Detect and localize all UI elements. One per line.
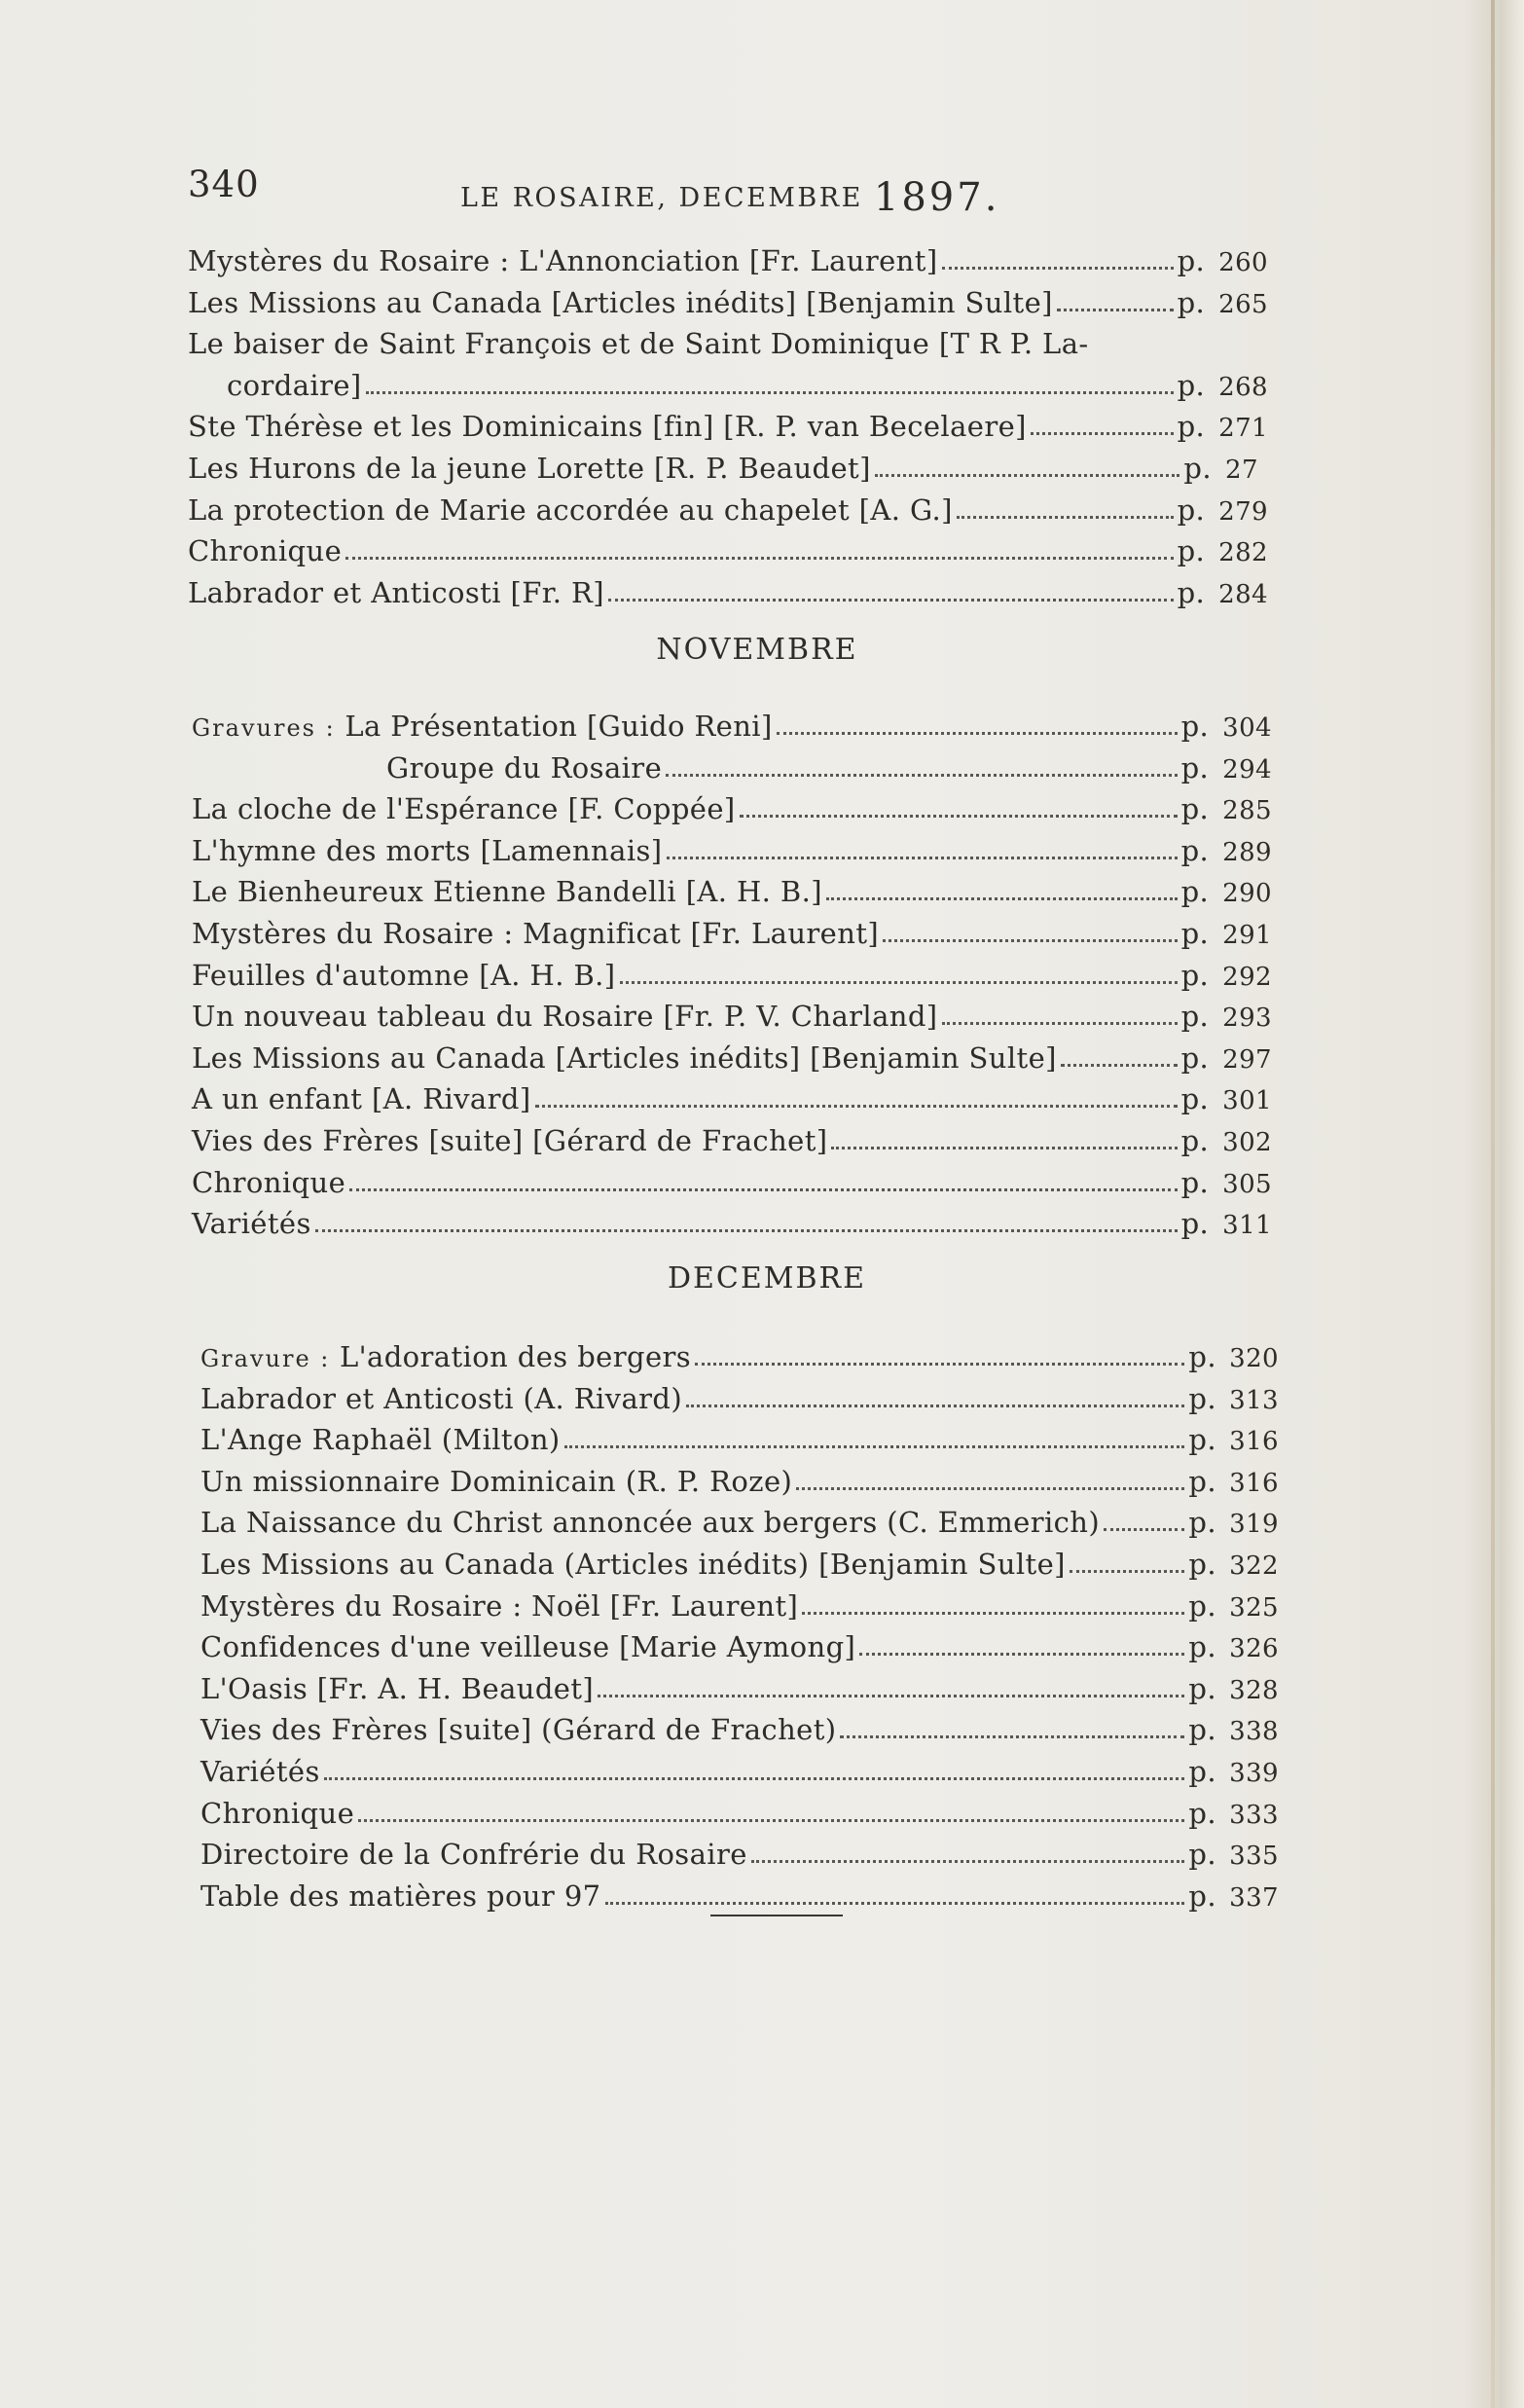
page-prefix: p. bbox=[1180, 1082, 1210, 1116]
toc-entry-title: L'Ange Raphaël (Milton) bbox=[200, 1423, 561, 1457]
toc-entry-title: Un nouveau tableau du Rosaire [Fr. P. V. Charland] bbox=[192, 1000, 938, 1034]
running-title-text: LE ROSAIRE, DECEMBRE bbox=[460, 183, 863, 213]
toc-entry bbox=[200, 1461, 1279, 1503]
page-prefix: p. bbox=[1180, 792, 1210, 826]
dot-leader bbox=[620, 980, 1178, 984]
closing-rule bbox=[710, 1915, 843, 1916]
toc-entry-title: Chronique bbox=[188, 534, 343, 568]
dot-leader bbox=[695, 1362, 1184, 1366]
toc-page-number: 271 bbox=[1218, 414, 1268, 444]
page-prefix: p. bbox=[1188, 1796, 1216, 1830]
dot-leader bbox=[840, 1734, 1184, 1738]
toc-page-number: 285 bbox=[1222, 796, 1272, 826]
page-prefix: p. bbox=[1180, 750, 1210, 784]
toc-entry-title: La cloche de l'Espérance [F. Coppée] bbox=[192, 792, 736, 826]
toc-entry bbox=[188, 572, 1268, 614]
page-prefix: p. bbox=[1180, 916, 1210, 950]
page-prefix: p. bbox=[1180, 1207, 1210, 1241]
toc-entry-title: Les Missions au Canada [Articles inédits] [Benjamin Sulte] bbox=[188, 285, 1053, 319]
toc-page-number: 333 bbox=[1229, 1800, 1279, 1830]
toc-page-number: 304 bbox=[1222, 713, 1272, 743]
dot-leader bbox=[740, 814, 1178, 818]
toc-entry bbox=[200, 1834, 1279, 1876]
toc-entry bbox=[192, 788, 1272, 830]
dot-leader bbox=[1031, 431, 1174, 435]
dot-leader bbox=[751, 1859, 1185, 1863]
toc-entry-title: Variétés bbox=[200, 1754, 320, 1788]
toc-entry-title: Variétés bbox=[192, 1207, 311, 1241]
dot-leader bbox=[666, 773, 1177, 777]
toc-page-number: 322 bbox=[1229, 1551, 1279, 1581]
page-prefix: p. bbox=[1177, 368, 1206, 402]
december-toc-section bbox=[200, 1336, 1279, 1916]
toc-entry bbox=[192, 1203, 1272, 1245]
toc-entry bbox=[192, 830, 1272, 872]
toc-entry-title: Un missionnaire Dominicain (R. P. Roze) bbox=[200, 1464, 793, 1498]
toc-entry-title: Le Bienheureux Etienne Bandelli [A. H. B.] bbox=[192, 875, 822, 909]
toc-page-number: 293 bbox=[1222, 1003, 1272, 1034]
toc-entry bbox=[188, 323, 1268, 365]
toc-page-number: 338 bbox=[1229, 1717, 1279, 1747]
page-prefix: p. bbox=[1188, 1838, 1216, 1872]
october-toc-section bbox=[188, 240, 1268, 613]
page-prefix: p. bbox=[1188, 1713, 1216, 1747]
page-prefix: p. bbox=[1180, 710, 1210, 743]
page-prefix: p. bbox=[1180, 833, 1210, 867]
toc-page-number: 289 bbox=[1222, 837, 1272, 867]
toc-entry bbox=[192, 1162, 1272, 1204]
page-prefix: p. bbox=[1177, 534, 1206, 568]
toc-entry-title: Mystères du Rosaire : Magnificat [Fr. Laurent] bbox=[192, 916, 880, 950]
page-prefix: p. bbox=[1188, 1381, 1216, 1415]
toc-entry-title: Les Missions au Canada (Articles inédits) [Benjamin Sulte] bbox=[200, 1547, 1066, 1581]
toc-entry bbox=[200, 1876, 1279, 1917]
toc-page-number: 335 bbox=[1229, 1842, 1279, 1872]
dot-leader bbox=[345, 556, 1173, 560]
toc-page-number: 284 bbox=[1218, 579, 1268, 609]
dot-leader bbox=[1057, 308, 1174, 311]
toc-entry bbox=[188, 530, 1268, 572]
toc-entry-title: Mystères du Rosaire : Noël [Fr. Laurent] bbox=[200, 1588, 799, 1623]
toc-entry-title: Labrador et Anticosti (A. Rivard) bbox=[200, 1381, 683, 1415]
toc-entry-title: La Naissance du Christ annoncée aux bergers (C. Emmerich) bbox=[200, 1506, 1101, 1540]
toc-page-number: 292 bbox=[1222, 962, 1272, 992]
toc-entry bbox=[200, 1419, 1279, 1461]
dot-leader bbox=[667, 856, 1178, 859]
dot-leader bbox=[564, 1444, 1185, 1448]
page-prefix: p. bbox=[1177, 575, 1206, 609]
toc-entry-title: Gravure : L'adoration des bergers bbox=[200, 1340, 692, 1373]
running-title-year: 1897. bbox=[873, 175, 1000, 220]
toc-page-number: 328 bbox=[1229, 1675, 1279, 1705]
toc-entry-title: Confidences d'une veilleuse [Marie Aymong] bbox=[200, 1630, 856, 1664]
toc-page-number: 313 bbox=[1229, 1385, 1279, 1415]
gravures-label: Gravures : bbox=[192, 714, 336, 742]
toc-page-number: 302 bbox=[1222, 1127, 1272, 1157]
toc-entry bbox=[192, 955, 1272, 997]
toc-page-number: 265 bbox=[1218, 289, 1268, 319]
page-prefix: p. bbox=[1180, 1165, 1210, 1199]
toc-entry-title: Chronique bbox=[192, 1165, 346, 1199]
page-number: 340 bbox=[188, 164, 260, 205]
page-prefix: p. bbox=[1180, 958, 1210, 992]
page-prefix: p. bbox=[1188, 1423, 1216, 1457]
toc-entry-title: Le baiser de Saint François et de Saint Dominique [T R P. La- bbox=[188, 327, 1089, 361]
page-edge-shadow bbox=[1491, 0, 1495, 2408]
toc-page-number: 297 bbox=[1222, 1044, 1272, 1075]
toc-page-number: 320 bbox=[1229, 1344, 1279, 1373]
page-prefix: p. bbox=[1180, 1040, 1210, 1075]
toc-page-number: 337 bbox=[1229, 1882, 1279, 1913]
page-prefix: p. bbox=[1188, 1879, 1216, 1913]
toc-page-number: 260 bbox=[1218, 248, 1268, 277]
toc-entry bbox=[192, 1120, 1272, 1162]
dot-leader bbox=[831, 1146, 1177, 1149]
dot-leader bbox=[349, 1187, 1177, 1191]
gravure-label: Gravure : bbox=[200, 1345, 331, 1372]
page-prefix: p. bbox=[1177, 285, 1206, 319]
toc-entry-title: Ste Thérèse et les Dominicains [fin] [R. P. van Becelaere] bbox=[188, 410, 1027, 444]
page-prefix: p. bbox=[1180, 875, 1210, 909]
toc-entry-title: A un enfant [A. Rivard] bbox=[192, 1082, 531, 1116]
toc-entry-title: Feuilles d'automne [A. H. B.] bbox=[192, 958, 616, 992]
toc-entry bbox=[192, 871, 1272, 913]
toc-entry bbox=[188, 240, 1268, 282]
toc-entry-title: Vies des Frères [suite] (Gérard de Frachet) bbox=[200, 1713, 837, 1747]
dot-leader bbox=[605, 1901, 1185, 1905]
toc-page-number: 301 bbox=[1222, 1086, 1272, 1116]
dot-leader bbox=[883, 938, 1177, 942]
dot-leader bbox=[1104, 1527, 1184, 1531]
month-heading-november: NOVEMBRE bbox=[656, 633, 858, 667]
dot-leader bbox=[802, 1611, 1184, 1615]
toc-page-number: 27 bbox=[1225, 455, 1258, 485]
toc-page-number: 316 bbox=[1229, 1427, 1279, 1457]
toc-page-number: 316 bbox=[1229, 1468, 1279, 1498]
page-prefix: p. bbox=[1188, 1671, 1216, 1705]
page-prefix: p. bbox=[1188, 1630, 1216, 1664]
toc-entry bbox=[192, 706, 1272, 748]
toc-page-number: 294 bbox=[1222, 754, 1272, 784]
toc-page-number: 279 bbox=[1218, 496, 1268, 527]
toc-entry-title: Labrador et Anticosti [Fr. R] bbox=[188, 575, 604, 609]
page-prefix: p. bbox=[1180, 1123, 1210, 1157]
running-title bbox=[460, 171, 1000, 220]
toc-entry bbox=[192, 1078, 1272, 1120]
toc-entry-title: L'hymne des morts [Lamennais] bbox=[192, 833, 663, 867]
toc-entry bbox=[200, 1336, 1279, 1378]
page-prefix: p. bbox=[1188, 1340, 1216, 1373]
page-prefix: p. bbox=[1188, 1588, 1216, 1623]
page-prefix: p. bbox=[1188, 1547, 1216, 1581]
dot-leader bbox=[686, 1404, 1184, 1407]
toc-entry-title: Chronique bbox=[200, 1796, 355, 1830]
toc-entry bbox=[200, 1586, 1279, 1627]
toc-entry-title: cordaire] bbox=[227, 368, 362, 402]
toc-entry bbox=[188, 282, 1268, 324]
toc-page-number: 326 bbox=[1229, 1634, 1279, 1664]
page-prefix: p. bbox=[1177, 493, 1206, 527]
page-prefix: p. bbox=[1177, 244, 1206, 277]
toc-entry bbox=[200, 1626, 1279, 1668]
toc-entry bbox=[200, 1502, 1279, 1544]
dot-leader bbox=[875, 473, 1180, 477]
page-prefix: p. bbox=[1188, 1464, 1216, 1498]
dot-leader bbox=[1070, 1569, 1185, 1573]
dot-leader bbox=[796, 1486, 1184, 1490]
dot-leader bbox=[777, 731, 1178, 735]
month-heading-december: DECEMBRE bbox=[667, 1261, 867, 1295]
toc-entry bbox=[200, 1668, 1279, 1710]
toc-entry bbox=[200, 1544, 1279, 1586]
dot-leader bbox=[942, 266, 1174, 270]
dot-leader bbox=[358, 1818, 1184, 1822]
toc-page-number: 311 bbox=[1222, 1211, 1272, 1241]
toc-entry bbox=[200, 1378, 1279, 1420]
toc-entry-continuation bbox=[188, 365, 1268, 407]
dot-leader bbox=[366, 390, 1174, 394]
dot-leader bbox=[826, 896, 1178, 900]
dot-leader bbox=[859, 1652, 1184, 1656]
toc-page-number: 290 bbox=[1222, 879, 1272, 909]
toc-entry bbox=[200, 1751, 1279, 1793]
page-prefix: p. bbox=[1188, 1754, 1216, 1788]
toc-entry-title: Groupe du Rosaire bbox=[386, 750, 663, 784]
toc-entry-title: Vies des Frères [suite] [Gérard de Frachet] bbox=[192, 1123, 828, 1157]
toc-entry bbox=[188, 490, 1268, 531]
toc-entry bbox=[200, 1709, 1279, 1751]
toc-entry bbox=[200, 1793, 1279, 1835]
dot-leader bbox=[608, 598, 1174, 602]
toc-page-number: 339 bbox=[1229, 1758, 1279, 1788]
dot-leader bbox=[942, 1021, 1178, 1025]
dot-leader bbox=[324, 1776, 1185, 1780]
toc-entry-title: La protection de Marie accordée au chapelet [A. G.] bbox=[188, 493, 953, 527]
toc-page-number: 268 bbox=[1218, 372, 1268, 402]
toc-page-number: 282 bbox=[1218, 538, 1268, 568]
toc-entry-title: Les Missions au Canada [Articles inédits] [Benjamin Sulte] bbox=[192, 1040, 1057, 1075]
toc-entry-title: Gravures : La Présentation [Guido Reni] bbox=[192, 710, 773, 743]
toc-page-number: 325 bbox=[1229, 1592, 1279, 1623]
dot-leader bbox=[1061, 1063, 1178, 1067]
toc-entry-title: L'Oasis [Fr. A. H. Beaudet] bbox=[200, 1671, 595, 1705]
toc-entry bbox=[188, 406, 1268, 448]
toc-page-number: 305 bbox=[1222, 1169, 1272, 1199]
toc-entry bbox=[192, 913, 1272, 955]
page-prefix: p. bbox=[1188, 1506, 1216, 1540]
dot-leader bbox=[598, 1694, 1184, 1697]
november-toc-section bbox=[192, 706, 1272, 1245]
toc-entry-title: Mystères du Rosaire : L'Annonciation [Fr. Laurent] bbox=[188, 244, 938, 277]
running-header bbox=[188, 156, 1064, 220]
toc-entry bbox=[192, 996, 1272, 1038]
toc-page-number: 291 bbox=[1222, 920, 1272, 950]
toc-entry-title: Directoire de la Confrérie du Rosaire bbox=[200, 1838, 747, 1872]
dot-leader bbox=[315, 1228, 1178, 1232]
toc-entry bbox=[188, 448, 1268, 490]
toc-page-number: 319 bbox=[1229, 1510, 1279, 1540]
toc-entry bbox=[192, 748, 1272, 789]
dot-leader bbox=[957, 515, 1174, 519]
page-prefix: p. bbox=[1177, 410, 1206, 444]
page-prefix: p. bbox=[1180, 1000, 1210, 1034]
toc-entry bbox=[192, 1038, 1272, 1079]
dot-leader bbox=[535, 1104, 1178, 1108]
page-prefix: p. bbox=[1183, 451, 1212, 485]
toc-entry-title: Table des matières pour 97 bbox=[200, 1879, 601, 1913]
toc-entry-title: Les Hurons de la jeune Lorette [R. P. Beaudet] bbox=[188, 451, 871, 485]
